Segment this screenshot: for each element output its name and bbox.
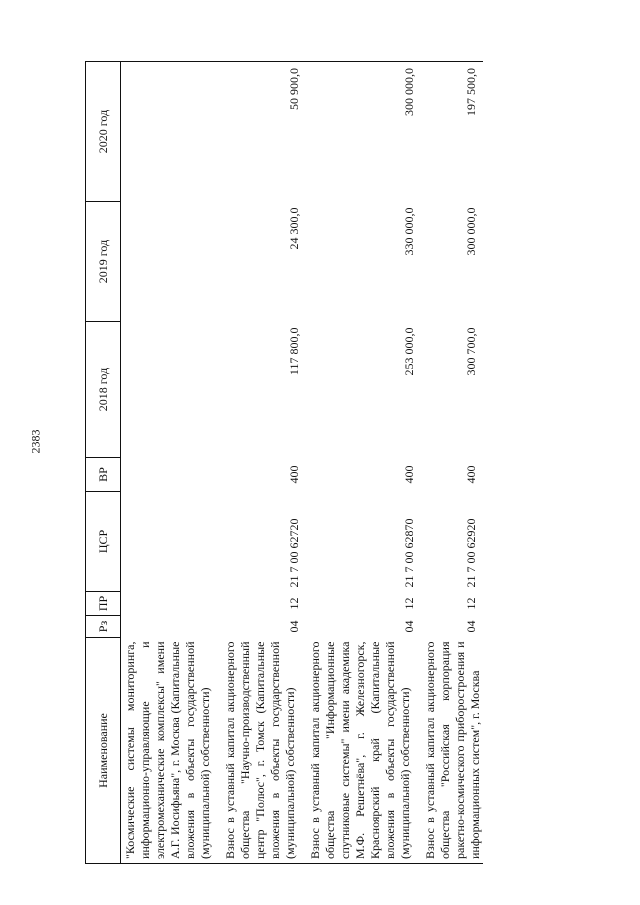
row-rz: 04: [287, 620, 301, 633]
row-2019: [121, 202, 222, 322]
row-rz: [121, 616, 222, 638]
row-rz: 04: [464, 620, 478, 633]
row-pr: 12: [287, 597, 301, 610]
header-2018: 2018 год: [86, 322, 121, 458]
row-2019: 24 300,0: [287, 207, 301, 250]
header-name: Наименование: [86, 638, 121, 864]
row-name: Взнос в уставный капитал акционерного общества "Информационные спутниковые системы" имени академика М.Ф. Решетнёва", г. Железногорск, Красноярский край (Капитальные вложения в объекты государственной (муниципальной) собственности): [306, 638, 421, 864]
row-pr: [121, 592, 222, 616]
header-2020: 2020 год: [86, 62, 121, 202]
row-2018: 117 800,0: [287, 327, 301, 376]
row-vr: 400: [287, 465, 301, 484]
header-csr: ЦСР: [86, 492, 121, 592]
row-vr: [121, 458, 222, 492]
row-2020: [121, 62, 222, 202]
page-number: 2383: [28, 429, 43, 454]
row-2020: 197 500,0: [421, 62, 483, 202]
row-rz: 04: [402, 620, 416, 633]
row-name: "Космические системы мониторинга, информационно-управляющие и электромеханические комплексы" имени А.Г. Иосифьяна", г. Москва (Капитальные вложения в объекты государственной (муниципальной) собственности): [121, 638, 222, 864]
row-2020: 300 000,0: [306, 62, 421, 202]
table-row: [421, 62, 483, 864]
row-vr: 400: [402, 465, 416, 484]
row-name: Взнос в уставный капитал акционерного общества "Российская корпорация ракетно-космического приборостроения и информационных систем", г. Москва: [421, 638, 483, 864]
row-2018: [121, 322, 222, 458]
header-rz: Рз: [86, 616, 121, 638]
row-vr: 400: [464, 465, 478, 484]
row-2018: 300 700,0: [464, 327, 478, 376]
header-row: [86, 62, 121, 864]
row-pr: 12: [402, 597, 416, 610]
header-vr: ВР: [86, 458, 121, 492]
table-row: [306, 62, 421, 864]
row-2019: 330 000,0: [402, 207, 416, 256]
header-2019: 2019 год: [86, 202, 121, 322]
row-2020: 50 900,0: [221, 62, 306, 202]
table-row: [121, 62, 222, 864]
row-csr: 21 7 00 62720: [287, 518, 301, 588]
row-pr: 12: [464, 597, 478, 610]
table-row: [221, 62, 306, 864]
row-name: Взнос в уставный капитал акционерного общества "Научно-производственный центр "Полюс", г. Томск (Капитальные вложения в объекты государственной (муниципальной) собственности): [221, 638, 306, 864]
row-2018: 253 000,0: [402, 327, 416, 376]
row-csr: 21 7 00 62920: [464, 518, 478, 588]
row-2019: 300 000,0: [464, 207, 478, 256]
rotated-page-content: [85, 62, 509, 864]
header-pr: ПР: [86, 592, 121, 616]
row-csr: 21 7 00 62870: [402, 518, 416, 588]
row-csr: [121, 492, 222, 592]
budget-table: [85, 61, 483, 864]
